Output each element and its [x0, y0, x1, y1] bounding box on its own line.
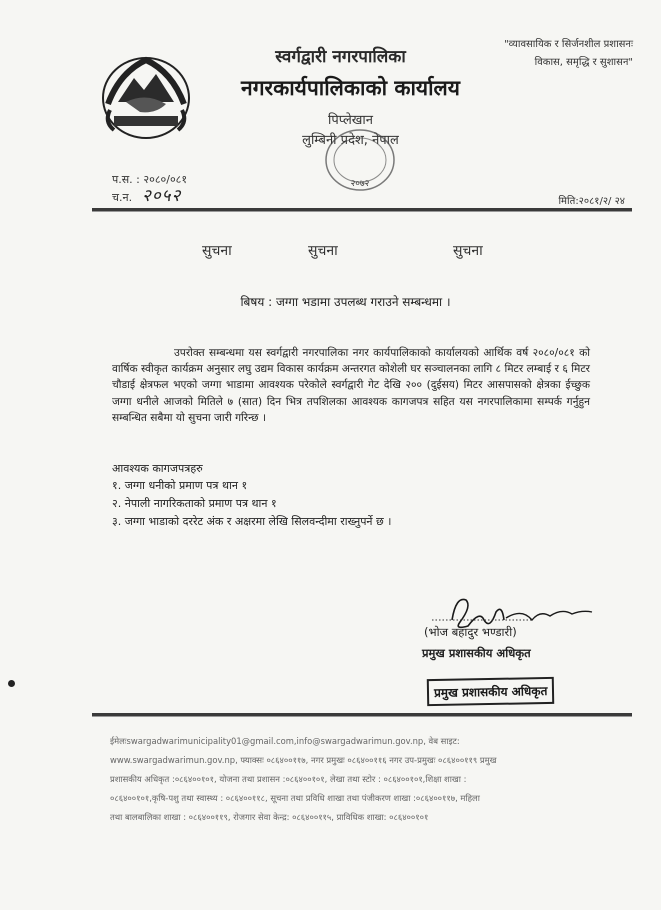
stamp-year: २०७२	[350, 179, 370, 189]
issue-date: मिति:२०८१/२/ २४	[558, 196, 625, 207]
notice-heading-1: सुचना	[202, 243, 232, 259]
scan-speck	[8, 680, 15, 687]
documents-title: आवश्यक कागजपत्रहरु	[112, 462, 203, 475]
signer-title: प्रमुख प्रशासकीय अधिकृत	[422, 646, 531, 660]
document-item: १. जग्गा धनीको प्रमाण पत्र थान १	[112, 479, 248, 492]
municipality-name: स्वर्गद्वारी नगरपालिका	[275, 47, 406, 67]
footer-contact-line: तथा बालबालिका शाखा : ०८६४००११९, रोजगार सेवा केन्द्र: ०८६४००११५, प्राविधिक शाखा: ०८६४००१०१	[110, 812, 429, 822]
notice-heading-2: सुचना	[308, 243, 338, 259]
contact-footer	[110, 732, 626, 827]
footer-divider	[92, 713, 632, 717]
signer-name: (भोज बहादुर भण्डारी)	[424, 625, 517, 639]
address-line-1: पिप्लेखान	[327, 113, 374, 128]
chalani-label: च.न.	[112, 191, 133, 204]
notice-body: उपरोक्त सम्बन्धमा यस स्वर्गद्वारी नगरपालिका नगर कार्यपालिकाको कार्यालयको आर्थिक वर्ष २०८०/०८१ को वार्षिक स्वीकृत कार्यक्रम अनुसार लघु उद्यम विकास कार्यक्रम अन्तरगत कोशेली घर सञ्चालनका लागि ८ मिटर लम्बाई र ६ मिटर चौडाई क्षेत्रफल भएको जग्गा भाडामा आवश्यक परेकोले स्वर्गद्वारी गेट देखि २०० (दुईसय) मिटर आसपासको क्षेत्रका ईच्छुक जग्गा धनीले आजको मितिले ७ (सात) दिन भित्र तपशिलका आवश्यक कागजपत्र सहित यस नगरपालिकामा सम्पर्क गर्नुहुन सम्बन्धित सबैमा यो सुचना जारी गरिन्छ ।	[112, 347, 590, 424]
footer-contact-line: ०८६४००१०१,कृषि-पशु तथा स्वास्थ्य : ०८६४००११८, सूचना तथा प्रविधि शाखा तथा पंजीकरण शाखा :०८६४००११७, महिला	[110, 793, 480, 803]
address-line-2: लुम्बिनी प्रदेश, नेपाल	[302, 133, 399, 148]
footer-contact-line: www.swargadwarimun.gov.np, फ्याक्सः ०८६४००११७, नगर प्रमुखः ०८६४००११६ नगर उप-प्रमुखः ०८६४००११९ प्रमुख	[110, 755, 497, 765]
notice-heading-3: सुचना	[453, 243, 483, 259]
header-divider	[92, 208, 632, 212]
motto-line-1: "व्यावसायिक र सिर्जनशील प्रशासनः	[504, 39, 633, 50]
patra-sankhya: प.स. : २०८०/०८१	[112, 173, 188, 186]
office-stamp-icon	[322, 126, 398, 194]
designation-stamp: प्रमुख प्रशासकीय अधिकृत	[427, 677, 555, 706]
subject-line: बिषय : जग्गा भडामा उपलब्ध गराउने सम्बन्धमा ।	[240, 295, 451, 309]
footer-email-line: ईमेलःswargadwarimunicipality01@gmail.com,info@swargadwarimun.gov.np, वेब साइट:	[110, 736, 460, 746]
office-name: नगरकार्यपालिकाको कार्यालय	[241, 76, 460, 100]
motto-line-2: विकास, समृद्धि र सुशासन"	[534, 57, 633, 68]
motto	[443, 36, 633, 72]
footer-contact-line: प्रशासकीय अधिकृत :०८६४००१०१, योजना तथा प्रशासन :०८६४००१०१, लेखा तथा स्टोर : ०८६४००१०१,शिक्षा शाखा :	[110, 774, 467, 784]
chalani-number: २०५२	[142, 186, 182, 206]
document-item: ३. जग्गा भाडाको दररेट अंक र अक्षरमा लेखि सिलवन्दीमा राख्नुपर्ने छ ।	[112, 515, 392, 528]
document-item: २. नेपाली नागरिकताको प्रमाण पत्र थान १	[112, 497, 277, 510]
